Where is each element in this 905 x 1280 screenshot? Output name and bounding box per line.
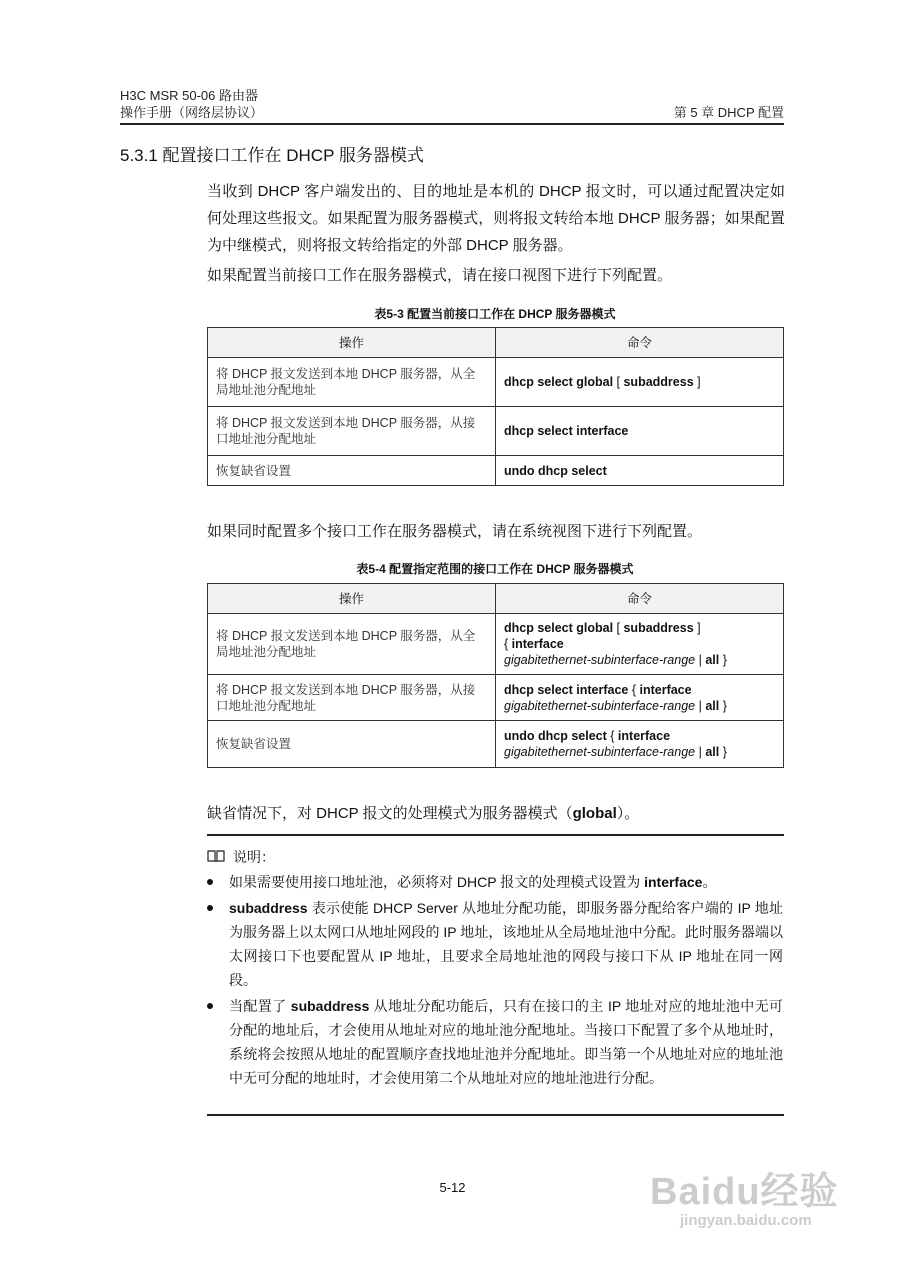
note-bullet: [207, 896, 783, 992]
text-segment: 从地址分配功能后，只有在接口的主 IP 地址对应的地址池中无可分配的地址后，才会使用从地址对应的地址池分配地址。当接口下配置了多个从地址时，系统将会按照从地址的配置顺序查找地址池并分配地址。即当第一个从地址对应的地址池中无可分配的地址时，才会使用第二个从地址对应的地址池进行分配。: [229, 998, 783, 1086]
text-segment: |: [695, 745, 706, 759]
text-segment: ]: [693, 621, 701, 635]
text-segment: {: [606, 729, 618, 743]
command-cell: [496, 675, 784, 721]
text-segment: gigabitethernet-subinterface-range: [504, 653, 696, 667]
table1: [207, 327, 784, 486]
table1-header-cmd: 命令: [496, 328, 784, 358]
table2-header-op: 操作: [208, 584, 496, 614]
text-segment: subaddress: [623, 375, 694, 389]
note-title: 说明：: [233, 849, 275, 865]
section-title: 5.3.1 配置接口工作在 DHCP 服务器模式: [120, 146, 424, 165]
text-segment: interface: [644, 874, 703, 890]
text-segment: gigabitethernet-subinterface-range: [504, 698, 696, 713]
text-segment: subaddress: [623, 621, 694, 635]
text-segment: interface: [617, 729, 671, 743]
header-chapter: 第 5 章 DHCP 配置: [673, 105, 784, 120]
text-segment: 。: [702, 874, 717, 890]
command-cell: [496, 456, 784, 486]
text-segment: |: [695, 698, 706, 713]
table1-header-op: 操作: [208, 328, 496, 358]
table-row: [208, 456, 784, 486]
header-divider: [120, 123, 784, 125]
text-segment: undo dhcp select: [504, 729, 607, 743]
note-bullet-text: [229, 994, 783, 1090]
default-mode-text: [207, 800, 785, 827]
note-bullets: [0, 870, 905, 1110]
intro-paragraph-3: 如果同时配置多个接口工作在服务器模式，请在系统视图下进行下列配置。: [207, 523, 703, 540]
note-bottom-divider: [207, 1114, 784, 1116]
text-segment: dhcp select global: [504, 621, 614, 635]
text-segment: [: [613, 375, 624, 389]
operation-cell: 恢复缺省设置: [208, 456, 496, 486]
text-segment: all: [705, 698, 720, 713]
text-segment: {: [504, 637, 512, 651]
note-top-divider: [207, 834, 784, 836]
text-segment: ]: [693, 375, 701, 389]
table-row: [208, 614, 784, 675]
command-cell: [496, 721, 784, 768]
text-segment: all: [705, 745, 720, 759]
page-number: 5-12: [439, 1180, 466, 1195]
table-row: [208, 407, 784, 456]
table2-header-cmd: 命令: [496, 584, 784, 614]
text-segment: 表示使能 DHCP Server 从地址分配功能，即服务器分配给客户端的 IP 地址为服务器上以太网口从地址网段的 IP 地址，该地址从全局地址池中分配。此时服务器端以太网接口下也要配置从 IP 地址，且要求全局地址池的网段与接口下从 IP 地址在同一网段。: [229, 900, 783, 988]
text-segment: interface: [511, 637, 564, 651]
watermark-url: jingyan.baidu.com: [680, 1212, 812, 1229]
text-segment: dhcp select global: [504, 375, 614, 389]
text-segment: undo dhcp select: [504, 463, 607, 478]
note-bullet-text: [229, 896, 783, 992]
bullet-icon: [207, 1003, 213, 1009]
bullet-icon: [207, 905, 213, 911]
text-segment: }: [719, 745, 727, 759]
note-bullet-text: [229, 870, 783, 894]
text-segment: dhcp select interface: [504, 424, 629, 438]
text-segment: {: [628, 682, 640, 697]
text-segment: 缺省情况下，对 DHCP 报文的处理模式为服务器模式（: [207, 805, 573, 822]
text-segment: ）。: [616, 805, 640, 822]
operation-cell: 将 DHCP 报文发送到本地 DHCP 服务器，从全局地址池分配地址: [208, 614, 496, 675]
text-segment: subaddress: [229, 900, 308, 916]
note-heading: [207, 845, 275, 869]
bullet-icon: [207, 879, 213, 885]
operation-cell: 将 DHCP 报文发送到本地 DHCP 服务器，从全局地址池分配地址: [208, 358, 496, 407]
command-cell: [496, 358, 784, 407]
table-row: [208, 675, 784, 721]
operation-cell: 恢复缺省设置: [208, 721, 496, 768]
text-segment: subaddress: [290, 998, 370, 1014]
header-manual: 操作手册（网络层协议）: [120, 105, 264, 120]
intro-paragraph: 当收到 DHCP 客户端发出的、目的地址是本机的 DHCP 报文时，可以通过配置决定如何处理这些报文。如果配置为服务器模式，则将报文转给本地 DHCP 服务器；如果配置为中继模式，则将报文转给指定的外部 DHCP 服务器。: [207, 183, 785, 254]
command-cell: [496, 407, 784, 456]
operation-cell: 将 DHCP 报文发送到本地 DHCP 服务器，从接口地址池分配地址: [208, 675, 496, 721]
text-segment: }: [719, 698, 727, 713]
intro-paragraph-2: 如果配置当前接口工作在服务器模式，请在接口视图下进行下列配置。: [207, 267, 673, 284]
table2-caption: 表5-4 配置指定范围的接口工作在 DHCP 服务器模式: [356, 562, 634, 576]
text-segment: dhcp select interface: [504, 682, 629, 697]
command-cell: [496, 614, 784, 675]
text-segment: }: [719, 653, 727, 667]
book-icon: [207, 849, 225, 863]
text-segment: all: [705, 653, 720, 667]
table1-caption: 表5-3 配置当前接口工作在 DHCP 服务器模式: [374, 307, 616, 321]
note-bullet: [207, 870, 783, 894]
watermark-logo: Baidu经验: [650, 1171, 839, 1213]
table-row: [208, 358, 784, 407]
note-bullet: [207, 994, 783, 1090]
text-segment: 当配置了: [229, 998, 291, 1014]
table2: [207, 583, 784, 768]
operation-cell: 将 DHCP 报文发送到本地 DHCP 服务器，从接口地址池分配地址: [208, 407, 496, 456]
table-row: [208, 721, 784, 768]
text-segment: [: [613, 621, 624, 635]
header-product: H3C MSR 50-06 路由器: [120, 88, 258, 103]
text-segment: global: [572, 805, 617, 822]
text-segment: gigabitethernet-subinterface-range: [504, 745, 696, 759]
text-segment: |: [695, 653, 706, 667]
text-segment: 如果需要使用接口地址池，必须将对 DHCP 报文的处理模式设置为: [229, 874, 645, 890]
text-segment: interface: [639, 682, 692, 697]
